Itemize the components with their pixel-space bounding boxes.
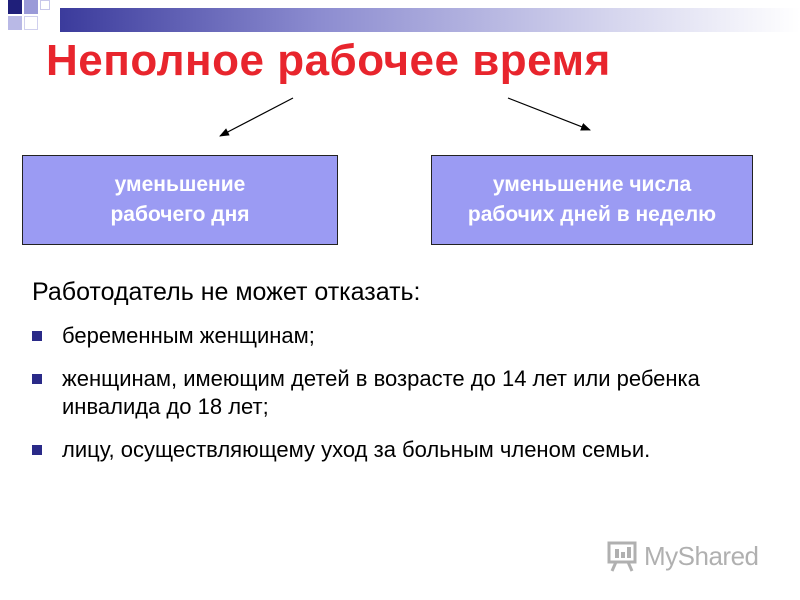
lead-text: Работодатель не может отказать:: [32, 278, 421, 306]
list-item: [32, 365, 762, 421]
watermark: [606, 538, 766, 574]
list-item: [32, 322, 762, 350]
decor-square: [8, 16, 22, 30]
slide-title: Неполное рабочее время: [46, 36, 611, 85]
list-item-text: женщинам, имеющим детей в возрасте до 14 лет или ребенка инвалида до 18 лет;: [62, 366, 700, 419]
square-bullet-icon: [32, 374, 42, 384]
arrow-left: [220, 98, 293, 136]
decor-square: [8, 0, 22, 14]
box-line: рабочих дней в неделю: [467, 203, 717, 226]
box-line: уменьшение числа: [492, 173, 692, 196]
header-gradient-bar: [60, 8, 800, 32]
bullet-list: [32, 322, 762, 479]
decor-square: [40, 0, 50, 10]
watermark-text: MyShared: [644, 540, 759, 571]
list-item-text: лицу, осуществляющему уход за больным членом семьи.: [62, 437, 651, 462]
square-bullet-icon: [32, 331, 42, 341]
box-shorter-workday: [22, 155, 338, 245]
box-line: уменьшение: [114, 173, 246, 196]
list-item-text: беременным женщинам;: [62, 323, 315, 348]
square-bullet-icon: [32, 445, 42, 455]
decor-square: [24, 0, 38, 14]
decor-square: [24, 16, 38, 30]
presentation-board-icon: [606, 539, 640, 573]
list-item: [32, 436, 762, 464]
arrow-right: [508, 98, 590, 130]
box-fewer-workdays: [431, 155, 753, 245]
box-line: рабочего дня: [110, 203, 250, 226]
